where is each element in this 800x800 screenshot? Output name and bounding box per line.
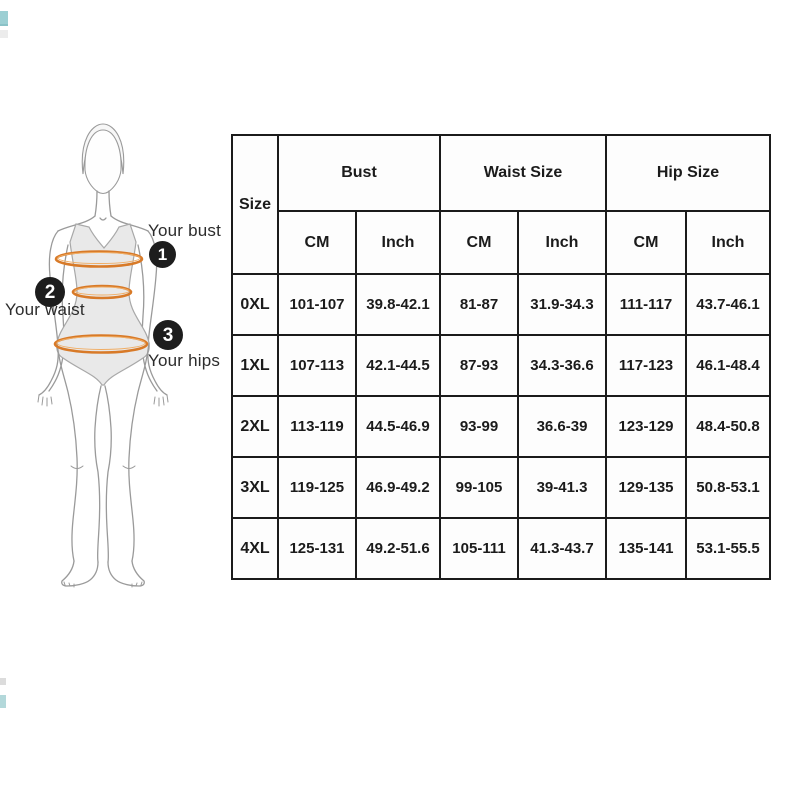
measurement-cell: 53.1-55.5 — [686, 518, 770, 579]
measurement-cell: 39.8-42.1 — [356, 274, 440, 335]
table-group-header-row — [232, 135, 770, 211]
measurement-cell: 81-87 — [440, 274, 518, 335]
measurement-cell: 135-141 — [606, 518, 686, 579]
measurement-cell: 42.1-44.5 — [356, 335, 440, 396]
table-row-4xl — [232, 518, 770, 579]
measurement-cell: 107-113 — [278, 335, 356, 396]
bust-cm-header: CM — [278, 211, 356, 274]
table-row-3xl — [232, 457, 770, 518]
measurement-cell: 31.9-34.3 — [518, 274, 606, 335]
measurement-cell: 49.2-51.6 — [356, 518, 440, 579]
bust-label: Your bust — [148, 221, 222, 240]
table-row-1xl — [232, 335, 770, 396]
bust-marker-badge — [149, 241, 176, 268]
measurement-cell: 125-131 — [278, 518, 356, 579]
measurement-cell: 101-107 — [278, 274, 356, 335]
waist-group-header: Waist Size — [440, 135, 606, 211]
measurement-cell: 111-117 — [606, 274, 686, 335]
waist-cm-header: CM — [440, 211, 518, 274]
measurement-cell: 39-41.3 — [518, 457, 606, 518]
corner-mark-top-teal — [0, 11, 8, 26]
waist-label: Your waist — [5, 300, 85, 319]
corner-mark-bottom-gray — [0, 678, 6, 685]
measurement-cell: 129-135 — [606, 457, 686, 518]
size-cell: 2XL — [232, 396, 278, 457]
measurement-cell: 105-111 — [440, 518, 518, 579]
size-cell: 1XL — [232, 335, 278, 396]
table-unit-header-row — [232, 211, 770, 274]
table-row-0xl — [232, 274, 770, 335]
measurement-cell: 36.6-39 — [518, 396, 606, 457]
measurement-cell: 41.3-43.7 — [518, 518, 606, 579]
measurement-cell: 113-119 — [278, 396, 356, 457]
measurement-cell: 50.8-53.1 — [686, 457, 770, 518]
hip-cm-header: CM — [606, 211, 686, 274]
measurement-cell: 99-105 — [440, 457, 518, 518]
bust-group-header: Bust — [278, 135, 440, 211]
measurement-cell: 123-129 — [606, 396, 686, 457]
bust-marker-number: 1 — [157, 245, 168, 264]
hip-inch-header: Inch — [686, 211, 770, 274]
measurement-cell: 117-123 — [606, 335, 686, 396]
measurement-cell: 46.9-49.2 — [356, 457, 440, 518]
hips-marker-badge — [153, 320, 183, 350]
measurement-cell: 43.7-46.1 — [686, 274, 770, 335]
size-cell: 4XL — [232, 518, 278, 579]
measurement-diagram — [0, 118, 230, 588]
table-row-2xl — [232, 396, 770, 457]
waist-inch-header: Inch — [518, 211, 606, 274]
hips-marker-number: 3 — [162, 324, 174, 346]
size-table — [231, 134, 771, 580]
measurement-cell: 119-125 — [278, 457, 356, 518]
size-cell: 0XL — [232, 274, 278, 335]
corner-mark-top-gray — [0, 30, 8, 38]
bust-inch-header: Inch — [356, 211, 440, 274]
measurement-cell: 46.1-48.4 — [686, 335, 770, 396]
hips-label: Your hips — [148, 351, 221, 370]
waist-marker-number: 2 — [44, 281, 56, 303]
measurement-cell: 44.5-46.9 — [356, 396, 440, 457]
measurement-cell: 93-99 — [440, 396, 518, 457]
size-cell: 3XL — [232, 457, 278, 518]
size-column-header: Size — [232, 135, 278, 274]
measurement-cell: 87-93 — [440, 335, 518, 396]
corner-mark-bottom-teal — [0, 695, 6, 708]
measurement-cell: 34.3-36.6 — [518, 335, 606, 396]
measurement-cell: 48.4-50.8 — [686, 396, 770, 457]
hip-group-header: Hip Size — [606, 135, 770, 211]
